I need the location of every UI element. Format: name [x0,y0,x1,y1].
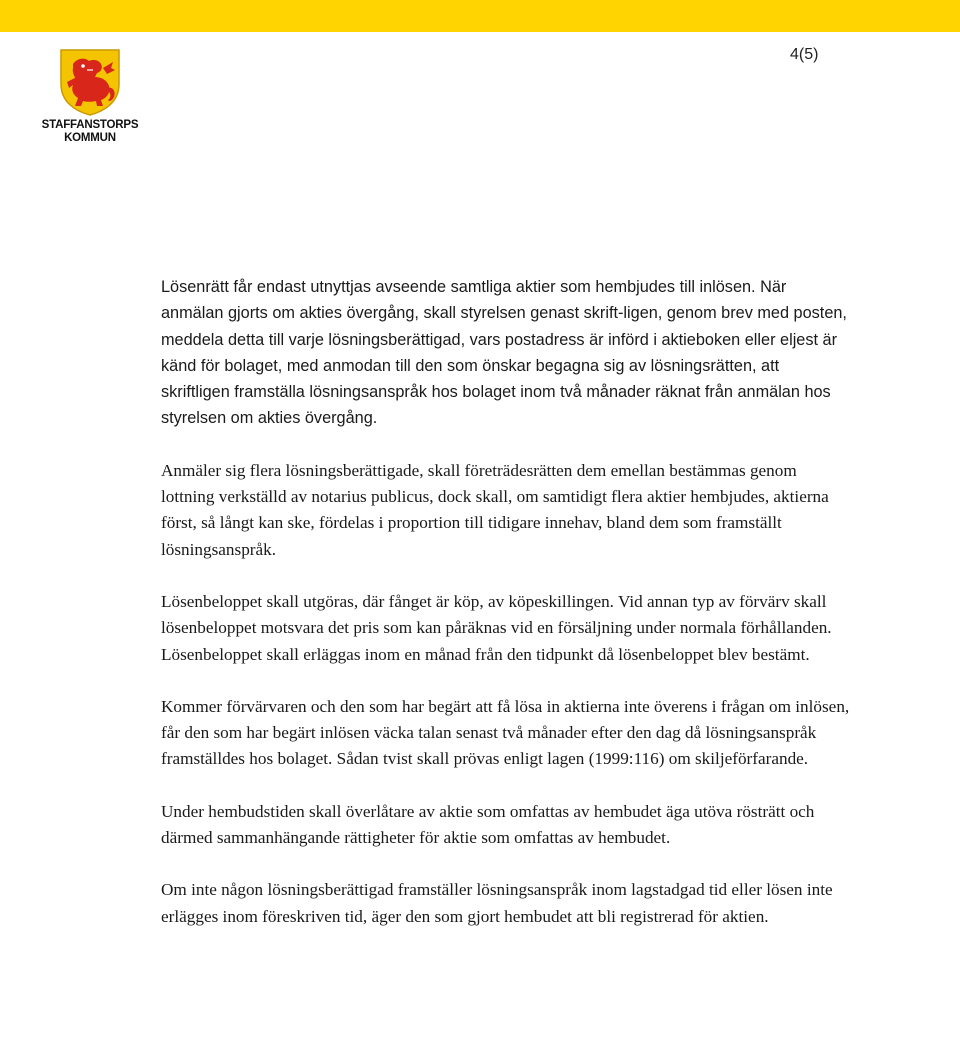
logo-name-line1: STAFFANSTORPS [41,119,139,131]
paragraph-voting-rights: Under hembudstiden skall överlåtare av aktie som omfattas av hembudet äga utöva rösträtt och därmed sammanhängande rättigheter för aktie som omfattas av hembudet. [161,801,815,848]
coat-of-arms-lion-icon [59,48,121,116]
document-body [161,274,851,930]
paragraph-redemption-right: Lösenrätt får endast utnyttjas avseende samtliga aktier som hembjudes till inlösen. När anmälan gjorts om akties övergång, skall styrelsen genast skrift-ligen, genom brev med posten, meddela detta till varje lösningsberättigad, vars postadress är införd i aktieboken eller eljest är känd för bolaget, med anmodan till den som önskar begagna sig av lösningsrätten, att skriftligen framställa lösningsanspråk hos bolaget inom två månader räknat från anmälan hos styrelsen om akties övergång. [161,278,847,428]
page-number: 4(5) [790,46,819,63]
paragraph-registration: Om inte någon lösningsberättigad framställer lösningsanspråk inom lagstadgad tid eller lösen inte erlägges inom föreskriven tid, äger den som gjort hembudet att bli registrerad för aktien. [161,880,833,926]
logo-name-line2: KOMMUN [64,132,116,144]
paragraph-dispute: Kommer förvärvaren och den som har begärt att få lösa in aktierna inte överens i frågan om inlösen, får den som har begärt inlösen väcka talan senast två månader efter den dag då lösningsanspråk framställdes hos bolaget. Sådan tvist skall prövas enligt lagen (1999:116) om skiljeförfarande. [161,696,850,769]
paragraph-multiple-claimants: Anmäler sig flera lösningsberättigade, skall företrädesrätten dem emellan bestämmas genom lottning verkställd av notarius publicus, dock skall, om samtidigt flera aktier hembjudes, aktierna först, så långt kan ske, fördelas i proportion till tidigare innehav, bland dem som framställt lösningsanspråk. [161,460,829,559]
municipality-logo [40,48,140,152]
paragraph-redemption-amount: Lösenbeloppet skall utgöras, där fånget är köp, av köpeskillingen. Vid annan typ av förvärv skall lösenbeloppet motsvara det pris som kan påräknas vid en försäljning under normala förhållanden. Lösenbeloppet skall erläggas inom en månad från den tidpunkt då lösenbeloppet blev bestämt. [161,591,832,664]
top-color-stripe [0,0,960,32]
